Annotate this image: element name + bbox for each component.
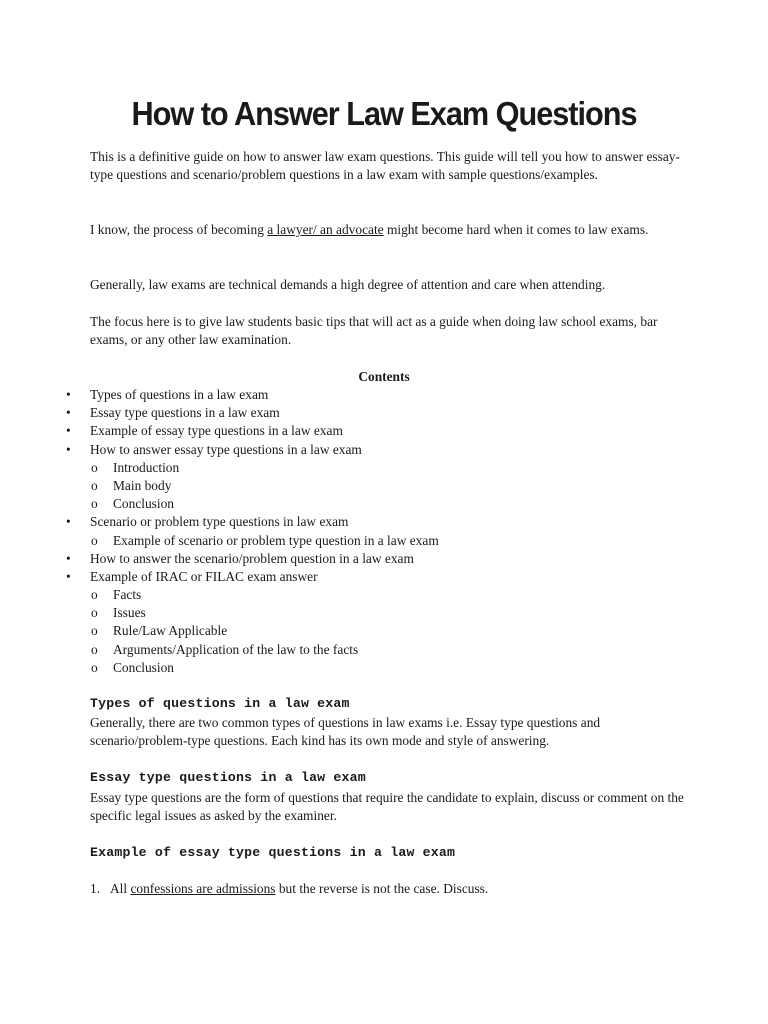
confessions-admissions-link[interactable]: confessions are admissions [130,881,276,896]
contents-item[interactable] [0,404,700,422]
contents-subitem[interactable] [0,532,700,550]
contents-item-label: Conclusion [113,659,175,675]
contents-subitem[interactable] [0,495,700,513]
sub-bullet-marker: o [91,587,98,603]
contents-item-label: Essay type questions in a law exam [90,405,280,421]
contents-subitem[interactable] [0,641,700,659]
contents-item[interactable] [0,386,700,404]
section-heading-essay: Essay type questions in a law exam [90,770,366,785]
contents-subitem[interactable] [0,659,700,677]
sub-bullet-marker: o [91,641,98,657]
sub-bullet-marker: o [91,659,98,675]
contents-item-label: Introduction [113,459,180,475]
numbered-item-number: 1. [90,881,101,896]
numbered-item [90,880,489,898]
contents-item-label: Facts [113,587,142,603]
contents-subitem[interactable] [0,586,700,604]
contents-subitem[interactable] [0,459,700,477]
bullet-marker: • [66,514,71,530]
sub-bullet-marker: o [91,605,98,621]
intro-paragraph-2-text-b: might become hard when it comes to law exams. [383,222,649,237]
intro-paragraph-4: The focus here is to give law students basic tips that will act as a guide when doing law school exams, bar exams, or any other law examination. [90,314,658,347]
contents-item[interactable] [0,550,700,568]
contents-item-label: Main body [113,477,172,493]
contents-item-label: Arguments/Application of the law to the facts [113,641,359,657]
contents-subitem[interactable] [0,604,700,622]
contents-item[interactable] [0,441,700,459]
bullet-marker: • [66,423,71,439]
intro-paragraph-2-text-a: I know, the process of becoming [90,222,268,237]
numbered-item-text-b: but the reverse is not the case. Discuss. [275,881,489,896]
sub-bullet-marker: o [91,459,98,475]
contents-item-label: Example of IRAC or FILAC exam answer [90,568,318,584]
sub-bullet-marker: o [91,532,98,548]
contents-item-label: Example of essay type questions in a law exam [90,423,343,439]
bullet-marker: • [66,387,71,402]
lawyer-advocate-link[interactable]: a lawyer/ an advocate [267,222,384,237]
section-body-types: Generally, there are two common types of questions in law exams i.e. Essay type questions and scenario/problem-type questions. Each kind has its own mode and style of answering. [90,715,601,748]
contents-subitem[interactable] [0,622,700,640]
sub-bullet-marker: o [91,623,98,639]
contents-item[interactable] [0,422,700,440]
intro-paragraph-2 [90,221,690,239]
contents-item-label: Example of scenario or problem type question in a law exam [113,532,439,548]
sub-bullet-marker: o [91,477,98,493]
sub-bullet-marker: o [91,496,98,512]
contents-item-label: How to answer essay type questions in a law exam [90,441,362,457]
contents-item[interactable] [0,513,700,531]
bullet-marker: • [66,441,71,457]
contents-item-label: Issues [113,605,146,621]
contents-subitem[interactable] [0,477,700,495]
contents-item-label: How to answer the scenario/problem question in a law exam [90,550,414,566]
intro-paragraph-1: This is a definitive guide on how to answer law exam questions. This guide will tell you how to answer essay-type questions and scenario/problem questions in a law exam with sample questions/examples. [90,149,680,182]
page-title: How to Answer Law Exam Questions [131,95,637,132]
numbered-item-text [110,880,488,898]
section-heading-example: Example of essay type questions in a law exam [90,845,456,860]
contents-item-label: Types of questions in a law exam [90,387,269,402]
section-heading-types: Types of questions in a law exam [90,696,350,711]
contents-item[interactable] [0,568,700,586]
section-body-essay: Essay type questions are the form of questions that require the candidate to explain, discuss or comment on the specific legal issues as asked by the examiner. [90,790,684,823]
bullet-marker: • [66,405,71,421]
contents-item-label: Rule/Law Applicable [113,623,228,639]
contents-heading: Contents [358,369,410,384]
numbered-item-text-a: All [110,881,131,896]
contents-item-label: Conclusion [113,496,175,512]
contents-item-label: Scenario or problem type questions in law exam [90,514,349,530]
contents-list [0,386,700,677]
bullet-marker: • [66,568,71,584]
bullet-marker: • [66,550,71,566]
intro-paragraph-3: Generally, law exams are technical demands a high degree of attention and care when attending. [90,277,606,292]
